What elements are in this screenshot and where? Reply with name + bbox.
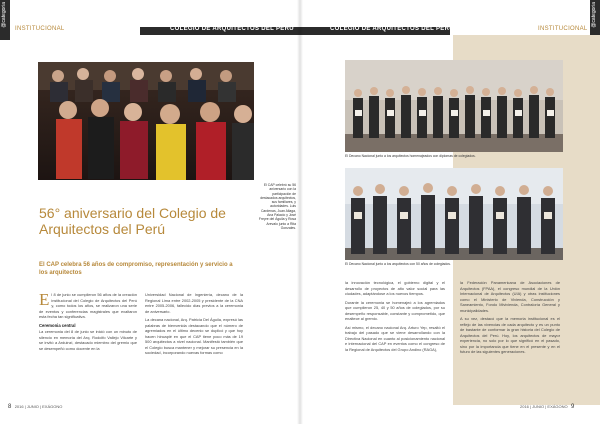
body-paragraph: la Federación Panamericana de Asociaciones de Arquitectos (FPAA), el congreso mundial de la Unión Internacional de Arquitectos (UIA) y otras instituciones como el Ministerio de Vivienda, Construcción y Saneamiento, Fondo Mivivienda, Contraloría General y municipalidades. <box>460 280 560 313</box>
left-column-1 <box>39 292 137 354</box>
section-label: INSTITUCIONAL <box>538 26 588 32</box>
body-paragraph: La ceremonia del 8 de junio se inició con un minuto de silencio en memoria del Arq. Rodolfo Vallejo Vilcarte y se invitó a Arduinzi, destacado miembro del gremio que se desempeñó como docente en la <box>39 329 137 351</box>
ceremony-audience-photo <box>38 62 254 180</box>
page-number: 8 <box>8 404 12 410</box>
top-photo-caption: El Decano Nacional junto a los arquitectos homenajeados con diplomas de colegiados. <box>345 154 476 158</box>
section-label: INSTITUCIONAL <box>15 26 65 32</box>
right-column-2 <box>460 280 560 358</box>
footer-text: 2016 | JUNIO | EXÁGONO <box>520 404 568 409</box>
group-photo-top <box>345 60 563 152</box>
dropcap-letter: E <box>39 290 50 309</box>
footer <box>8 404 62 410</box>
bottom-photo-caption: El Decano Nacional junto a los arquitectos con 50 años de colegiados. <box>345 262 451 266</box>
body-paragraph: Durante la ceremonia se homenajeó a los agremiados que cumplieron 25, 40 y 50 años de colegiados, por su desempeño responsable, constante y comprometido, que enaltece al gremio. <box>345 299 445 321</box>
lead-paragraph: l 8 de junio se cumplieron 56 años de la creación institucional del Colegio de Arquitectos del Perú y, como todos los años, se realizaron una serie de eventos y conferencias magistrales que exaltaron esta fecha tan significativa. <box>39 292 137 319</box>
article-title: 56° aniversario del Colegio de Arquitectos del Perú <box>39 205 226 237</box>
header-title: COLEGIO DE ARQUITECTOS DEL PERÚ <box>330 26 454 32</box>
footer <box>520 404 574 410</box>
page-number: 9 <box>571 404 575 410</box>
article-subtitle: El CAP celebra 56 años de compromiso, representación y servicio a los arquitectos <box>39 262 233 276</box>
body-paragraph: A su vez, destacó que la memoria institucional es el reflejo de las vivencias de cada arquitecto y es un punto de bastante de conformar la gran historia del Colegio de Arquitectos del Perú. Hoy, los arquitectos de mayor experiencia, no solo por lo que significó en el pasado, sino por la importancia que tiene en el presente y en el futuro de las siguientes generaciones. <box>460 316 560 354</box>
photo-caption: El CAP celebró su 56 aniversario con la participación de destacados arquitectos, sus familiares, y autoridades. Luis Cardenas, Juan Aliaga, Ana Palacio y José Freyre del Águila y Rosa Arevalo junto a Rita Gonzales. <box>258 183 296 230</box>
subheading: Ceremonia central <box>39 322 76 328</box>
spine-shadow <box>297 0 303 424</box>
body-paragraph: La decana nacional, Arq. Patricia Del Águila, expresó las palabras de bienvenida destacando que el número de agremiados en el último decenio se duplicó y que hoy hacen hincapié en que el CAP tiene poco más de 19 500 arquitectos a nivel nacional. Manifestó también que el Colegio busca mantener y mejorar su presencia en la sociedad, incorporando nuevas formas como <box>145 317 243 355</box>
group-photo-bottom <box>345 168 563 260</box>
body-paragraph: la innovación tecnológica, el gobierno digital y el desarrollo de proyectos de alto valor social para las ciudades, adaptándose a los nuevos tiempos. <box>345 280 445 296</box>
header-title: COLEGIO DE ARQUITECTOS DEL PERÚ <box>170 26 294 32</box>
category-tab <box>0 0 10 40</box>
body-paragraph: Así mismo, el decano nacional Arq. Arturo Yep, resaltó el trabajo del pasado que se viene desarrollando con la Directiva Nacional en cuanto al posicionamiento nacional e internacional del CAP en eventos como el congreso de la Regional de Arquitectos del Grupo Andino (RAGA), <box>345 324 445 352</box>
body-paragraph: Universidad Nacional de Ingeniería, decano de la Regional Lima entre 2002-2005 y presidente de la CNA entre 2005-2006, fallecido días previos a la ceremonia de aniversario. <box>145 292 243 314</box>
left-column-2 <box>145 292 243 359</box>
category-tab-label: @categoria <box>1 2 7 28</box>
footer-text: 2016 | JUNIO | EXÁGONO <box>14 404 63 409</box>
right-column-1 <box>345 280 445 355</box>
category-tab-label: @categoria <box>591 2 597 28</box>
category-tab <box>590 0 600 40</box>
